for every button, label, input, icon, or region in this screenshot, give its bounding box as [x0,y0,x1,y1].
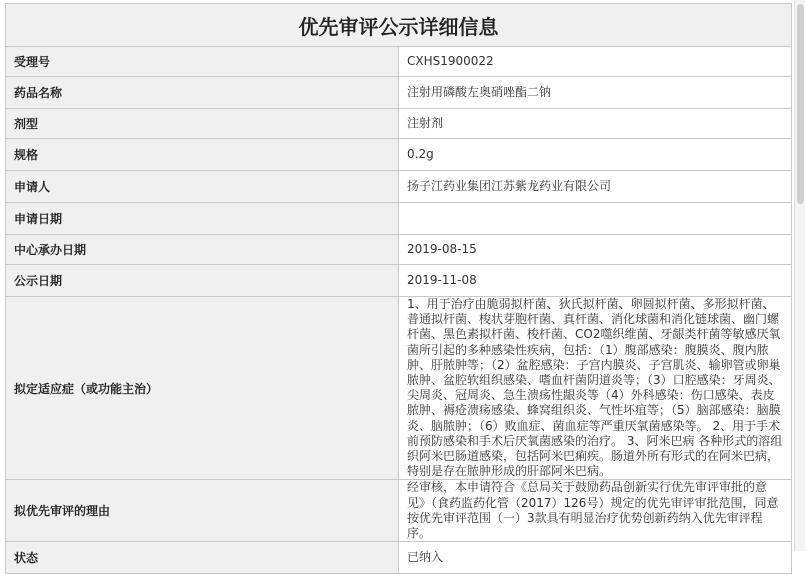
table-row [6,297,792,480]
value-drug-name: 注射用磷酸左奥硝唑酯二钠 [399,77,792,109]
value-publicity-date: 2019-11-08 [399,265,792,297]
page-title: 优先审评公示详细信息 [6,4,792,47]
table-row [6,480,792,542]
value-priority-reason: 经审核，本申请符合《总局关于鼓励药品创新实行优先审评审批的意见》（食药监药化管（2017）126号）规定的优先审评审批范围，同意按优先审评范围（一）3款具有明显治疗优势创新药纳入优先审评程序。 [399,480,792,542]
label-indications: 拟定适应症（或功能主治） [6,297,399,480]
label-center-undertake-date: 中心承办日期 [6,235,399,265]
label-priority-reason: 拟优先审评的理由 [6,480,399,542]
value-specification: 0.2g [399,139,792,171]
vertical-scrollbar[interactable] [794,0,805,551]
value-center-undertake-date: 2019-08-15 [399,235,792,265]
label-acceptance-number: 受理号 [6,47,399,77]
detail-panel [5,3,792,574]
table-row [6,265,792,297]
scrollbar-thumb[interactable] [797,4,804,204]
value-dosage-form: 注射剂 [399,109,792,139]
table-row [6,47,792,77]
label-status: 状态 [6,542,399,574]
table-row [6,139,792,171]
table-row [6,171,792,203]
table-row [6,77,792,109]
label-specification: 规格 [6,139,399,171]
label-applicant: 申请人 [6,171,399,203]
table-row [6,109,792,139]
table-row [6,542,792,574]
table-row [6,235,792,265]
label-application-date: 申请日期 [6,203,399,235]
label-publicity-date: 公示日期 [6,265,399,297]
value-acceptance-number: CXHS1900022 [399,47,792,77]
value-indications: 1、用于治疗由脆弱拟杆菌、狄氏拟杆菌、卵圆拟杆菌、多形拟杆菌、普通拟杆菌、梭状芽胞杆菌、真杆菌、消化球菌和消化链球菌、幽门螺杆菌、黑色素拟杆菌、梭杆菌、CO2噬织维菌、牙龈类杆菌等敏感厌氧菌所引起的多种感染性疾病，包括：（1）腹部感染：腹膜炎、腹内脓肿、肝脓肿等；（2）盆腔感染：子宫内膜炎、子宫肌炎、输卵管或卵巢脓肿、盆腔软组织感染、嗜血杆菌阴道炎等；（3）口腔感染：牙周炎、尖周炎、冠周炎、急生溃疡性龈炎等（4）外科感染：伤口感染、表皮脓肿、褥疮溃疡感染、蜂窝组织炎、气性坏疽等；（5）脑部感染：脑膜炎、脑脓肿；（6）败血症、菌血症等严重厌氧菌感染等。 2、用于手术前预防感染和手术后厌氧菌感染的治疗。 3、阿米巴病 各种形式的溶组织阿米巴肠道感染，包括阿米巴痢疾。肠道外所有形式的在阿米巴病，特别是存在脓肿形成的肝部阿米巴病。 [399,297,792,480]
value-applicant: 扬子江药业集团江苏紫龙药业有限公司 [399,171,792,203]
label-dosage-form: 剂型 [6,109,399,139]
label-drug-name: 药品名称 [6,77,399,109]
value-application-date [399,203,792,235]
detail-table [5,3,792,574]
value-status: 已纳入 [399,542,792,574]
table-row [6,203,792,235]
